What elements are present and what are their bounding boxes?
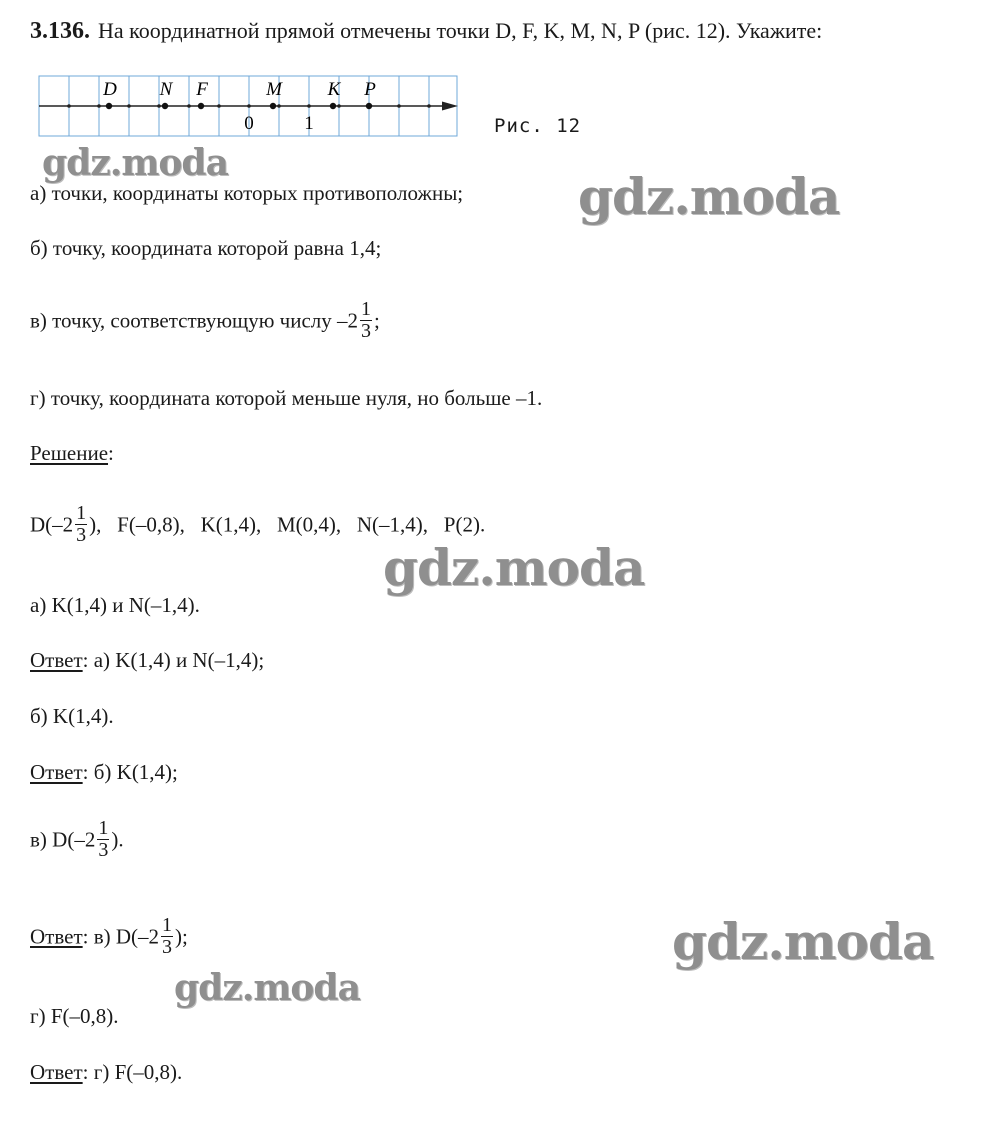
solution-heading — [30, 443, 114, 464]
coordinates-suffix: ), F(–0,8), K(1,4), M(0,4), N(–1,4), P(2). — [89, 512, 486, 537]
watermark: gdz.moda — [174, 967, 360, 1009]
point-label-k: K — [327, 79, 341, 100]
axis-tick — [97, 104, 101, 108]
task-g: г) точку, координата которой меньше нуля, но больше –1. — [30, 386, 543, 410]
watermark: gdz.moda — [383, 538, 645, 597]
fraction — [161, 915, 173, 958]
answer-g — [30, 1062, 182, 1083]
number-line-figure — [38, 74, 463, 140]
task-v-suffix: ; — [374, 308, 380, 333]
point-label-d: D — [103, 79, 117, 100]
axis-tick — [337, 104, 341, 108]
answer-a — [30, 650, 264, 671]
answer-b — [30, 762, 178, 783]
fraction-denominator: 3 — [361, 320, 371, 342]
answer-word: Ответ — [30, 1060, 83, 1084]
axis-tick — [217, 104, 221, 108]
watermark: gdz.moda — [578, 167, 840, 226]
point-p — [366, 103, 372, 109]
fraction-numerator: 1 — [162, 914, 173, 936]
solution-heading-colon: : — [108, 441, 114, 465]
solution-v — [30, 817, 124, 863]
task-b: б) точку, координата которой равна 1,4; — [30, 236, 382, 260]
solution-heading-text: Решение — [30, 441, 109, 465]
point-k — [330, 103, 336, 109]
answer-g-text: : г) F(–0,8). — [82, 1060, 183, 1084]
coordinates-prefix: D(–2 — [30, 512, 74, 537]
solution-g: г) F(–0,8). — [30, 1004, 119, 1028]
answer-v-suffix: ); — [175, 924, 188, 949]
axis-tick — [157, 104, 161, 108]
axis-tick — [127, 104, 131, 108]
fraction — [97, 818, 109, 861]
solution-a: а) K(1,4) и N(–1,4). — [30, 593, 200, 617]
watermark: gdz.moda — [42, 142, 228, 184]
solution-b: б) K(1,4). — [30, 704, 114, 728]
fraction — [75, 503, 87, 546]
answer-word: Ответ — [30, 924, 83, 949]
fraction-denominator: 3 — [162, 936, 173, 958]
point-label-n: N — [159, 79, 173, 100]
answer-b-text: : б) K(1,4); — [82, 760, 178, 784]
task-v-text: в) точку, соответствующую числу –2 — [30, 308, 358, 333]
fraction-denominator: 3 — [98, 839, 109, 861]
fraction-denominator: 3 — [76, 524, 87, 546]
fraction — [360, 299, 372, 342]
tick-label-one: 1 — [304, 113, 314, 134]
task-v — [30, 298, 380, 344]
figure-caption: Рис. 12 — [494, 115, 582, 137]
watermark: gdz.moda — [672, 912, 934, 971]
tick-label-zero: 0 — [244, 113, 254, 134]
problem-number: 3.136. — [30, 18, 90, 44]
point-f — [198, 103, 204, 109]
point-label-m: M — [266, 79, 282, 100]
axis-tick — [67, 104, 71, 108]
answer-v-text: : в) D(–2 — [82, 924, 160, 949]
answer-v — [30, 914, 188, 960]
axis-tick — [187, 104, 191, 108]
axis-tick — [397, 104, 401, 108]
answer-word: Ответ — [30, 760, 83, 784]
axis-points — [102, 79, 376, 109]
axis-arrow — [442, 102, 458, 111]
axis-tick — [277, 104, 281, 108]
problem-statement — [30, 18, 822, 45]
point-m — [270, 103, 276, 109]
point-label-p: P — [364, 79, 376, 100]
axis-tick — [307, 104, 311, 108]
point-d — [106, 103, 112, 109]
axis-tick — [247, 104, 251, 108]
axis-tick — [427, 104, 431, 108]
point-n — [162, 103, 168, 109]
problem-text: На координатной прямой отмечены точки D, F, K, M, N, P (рис. 12). Укажите: — [98, 18, 823, 43]
solution-v-text: в) D(–2 — [30, 827, 96, 852]
fraction-numerator: 1 — [76, 502, 87, 524]
fraction-numerator: 1 — [98, 817, 109, 839]
solution-v-suffix: ). — [111, 827, 124, 852]
answer-word: Ответ — [30, 648, 83, 672]
answer-a-text: : а) K(1,4) и N(–1,4); — [82, 648, 265, 672]
point-label-f: F — [196, 79, 208, 100]
task-a: а) точки, координаты которых противоположны; — [30, 181, 464, 205]
fraction-numerator: 1 — [361, 298, 371, 320]
